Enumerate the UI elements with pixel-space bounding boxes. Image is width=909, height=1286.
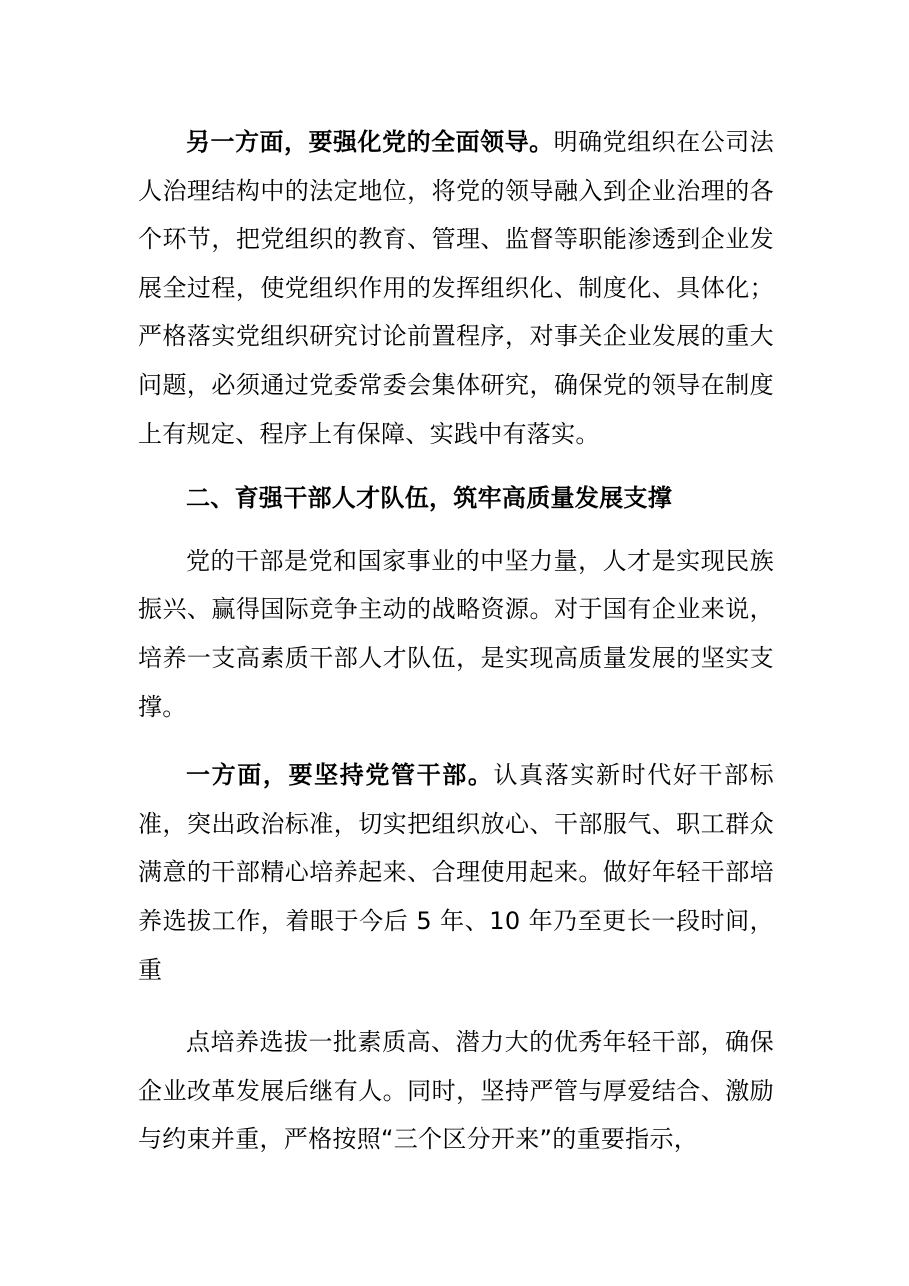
section-heading-2: 二、育强干部人才队伍，筑牢高质量发展支撑 <box>186 484 672 513</box>
paragraph-lead-leadership: 另一方面，要强化党的全面领导。 <box>186 128 554 156</box>
paragraph-lead-cadre: 一方面，要坚持党管干部。 <box>186 761 494 790</box>
paragraph-young-cadres <box>138 1018 774 1164</box>
paragraph-cadre-management <box>138 751 774 994</box>
paragraph-talent-intro <box>138 537 774 731</box>
paragraph-body-cadre: 认真落实新时代好干部标准，突出政治标准，切实把组织放心、干部服气、职工群众满意的干部精心培养起来、合理使用起来。做好年轻干部培养选拔工作，着眼于今后 5 年、10 年乃至更长一段时间，重 <box>138 761 774 984</box>
paragraph-leadership <box>138 118 774 458</box>
paragraph-body-talent-intro: 党的干部是党和国家事业的中坚力量，人才是实现民族振兴、赢得国际竞争主动的战略资源。对于国有企业来说，培养一支高素质干部人才队伍，是实现高质量发展的坚实支撑。 <box>138 546 774 721</box>
paragraph-body-leadership: 明确党组织在公司法人治理结构中的法定地位，将党的领导融入到企业治理的各个环节，把党组织的教育、管理、监督等职能渗透到企业发展全过程，使党组织作用的发挥组织化、制度化、具体化；严格落实党组织研究讨论前置程序，对事关企业发展的重大问题，必须通过党委常委会集体研究，确保党的领导在制度上有规定、程序上有保障、实践中有落实。 <box>138 128 775 448</box>
paragraph-body-young-cadres: 点培养选拔一批素质高、潜力大的优秀年轻干部，确保企业改革发展后继有人。同时，坚持严管与厚爱结合、激励与约束并重，严格按照“三个区分开来”的重要指示， <box>138 1028 774 1154</box>
document-page <box>138 118 774 1164</box>
